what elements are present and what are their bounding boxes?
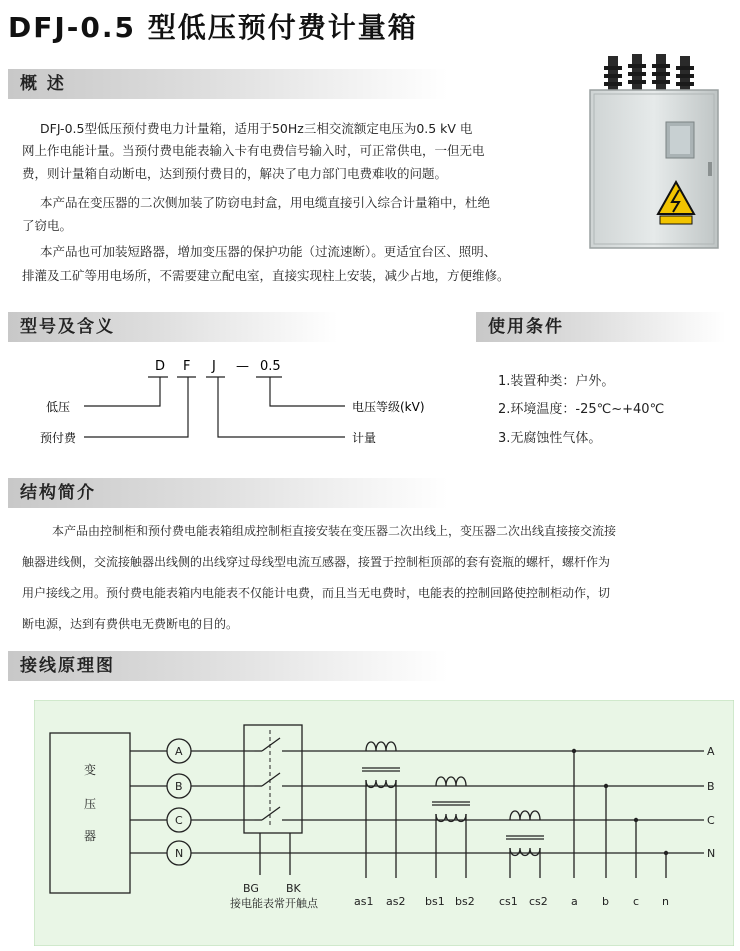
bus-label-a: A — [707, 745, 715, 758]
terminal-b: b — [602, 895, 609, 908]
model-voltage: 0.5 — [260, 359, 281, 374]
condition-1: 1.装置种类：户外。 — [498, 374, 615, 389]
contact-bg-label: BG — [243, 882, 259, 895]
model-label-low-voltage: 低压 — [46, 400, 71, 414]
metering-box-photo — [580, 52, 730, 252]
overview-line-2: 网上作电能计量。当预付费电能表输入卡有电费信号输入时，可正常供电，一但无电 — [22, 143, 485, 158]
structure-line-3: 用户接线之用。预付费电能表箱内电能表不仅能计电费，而且当无电费时，电能表的控制回路使控制柜动作，切 — [22, 586, 611, 600]
contact-bk-label: BK — [286, 882, 301, 895]
bus-label-c: C — [707, 814, 715, 827]
transformer-char-2: 压 — [84, 797, 97, 811]
section-header-structure: 结构简介 — [8, 478, 448, 508]
meter-circle-a: A — [175, 745, 183, 758]
bus-label-b: B — [707, 780, 715, 793]
meter-circle-c: C — [175, 814, 183, 827]
structure-line-1: 本产品由控制柜和预付费电能表箱组成控制柜直接安装在变压器二次出线上，变压器二次出线直接接交流接 — [52, 524, 617, 538]
overview-line-4: 本产品在变压器的二次侧加装了防窃电封盒，用电缆直接引入综合计量箱中，杜绝 — [40, 195, 491, 210]
overview-line-1: DFJ-0.5型低压预付费电力计量箱，适用于50Hz三相交流额定电压为0.5 kV 电 — [40, 121, 473, 136]
terminal-cs1: cs1 — [499, 895, 518, 908]
insulator-icon — [628, 54, 646, 92]
terminal-bs2: bs2 — [455, 895, 475, 908]
structure-line-2: 触器进线侧，交流接触器出线侧的出线穿过母线型电流互感器，接置于控制柜顶部的套有瓷瓶的螺杆，螺杆作为 — [22, 555, 611, 569]
model-letter-f: F — [183, 359, 191, 374]
overview-line-7: 排灌及工矿等用电场所，不需要建立配电室，直接实现柱上安装，减少占地，方便维修。 — [22, 268, 510, 283]
model-letter-d: D — [155, 359, 166, 374]
structure-line-4: 断电源，达到有费供电无费断电的目的。 — [22, 617, 239, 631]
overview-line-3: 费，则计量箱自动断电，达到预付费目的，解决了电力部门电费难收的问题。 — [22, 166, 448, 181]
contact-caption: 接电能表常开触点 — [230, 897, 318, 910]
model-label-voltage-class: 电压等级(kV) — [352, 400, 425, 414]
transformer-char-3: 器 — [84, 829, 97, 843]
insulator-icon — [652, 54, 670, 92]
terminal-as1: as1 — [354, 895, 374, 908]
wiring-diagram — [34, 700, 734, 946]
terminal-bs1: bs1 — [425, 895, 445, 908]
bus-label-n: N — [707, 847, 716, 860]
condition-3: 3.无腐蚀性气体。 — [498, 431, 602, 446]
terminal-n: n — [662, 895, 669, 908]
section-header-model: 型号及含义 — [8, 312, 338, 342]
terminal-c: c — [633, 895, 640, 908]
meter-circle-n: N — [175, 847, 184, 860]
transformer-char-1: 变 — [84, 763, 97, 777]
section-header-overview: 概 述 — [8, 69, 448, 99]
model-dash: — — [236, 359, 249, 374]
condition-2: 2.环境温度：-25℃~+40℃ — [498, 402, 665, 417]
terminal-as2: as2 — [386, 895, 406, 908]
overview-line-5: 了窃电。 — [22, 218, 73, 233]
overview-line-6: 本产品也可加装短路器，增加变压器的保护功能（过流速断）。更适宜台区、照明、 — [40, 244, 497, 259]
insulator-icon — [604, 56, 622, 92]
meter-circle-b: B — [175, 780, 183, 793]
model-label-metering: 计量 — [352, 431, 377, 445]
section-header-wiring: 接线原理图 — [8, 651, 448, 681]
model-code-diagram — [0, 350, 470, 460]
model-label-prepaid: 预付费 — [40, 431, 77, 445]
insulator-icon — [676, 56, 694, 92]
model-letter-j: J — [212, 359, 216, 374]
page-title: DFJ-0.5 型低压预付费计量箱 — [8, 11, 418, 44]
terminal-a: a — [571, 895, 578, 908]
section-header-conditions: 使用条件 — [476, 312, 726, 342]
terminal-cs2: cs2 — [529, 895, 548, 908]
